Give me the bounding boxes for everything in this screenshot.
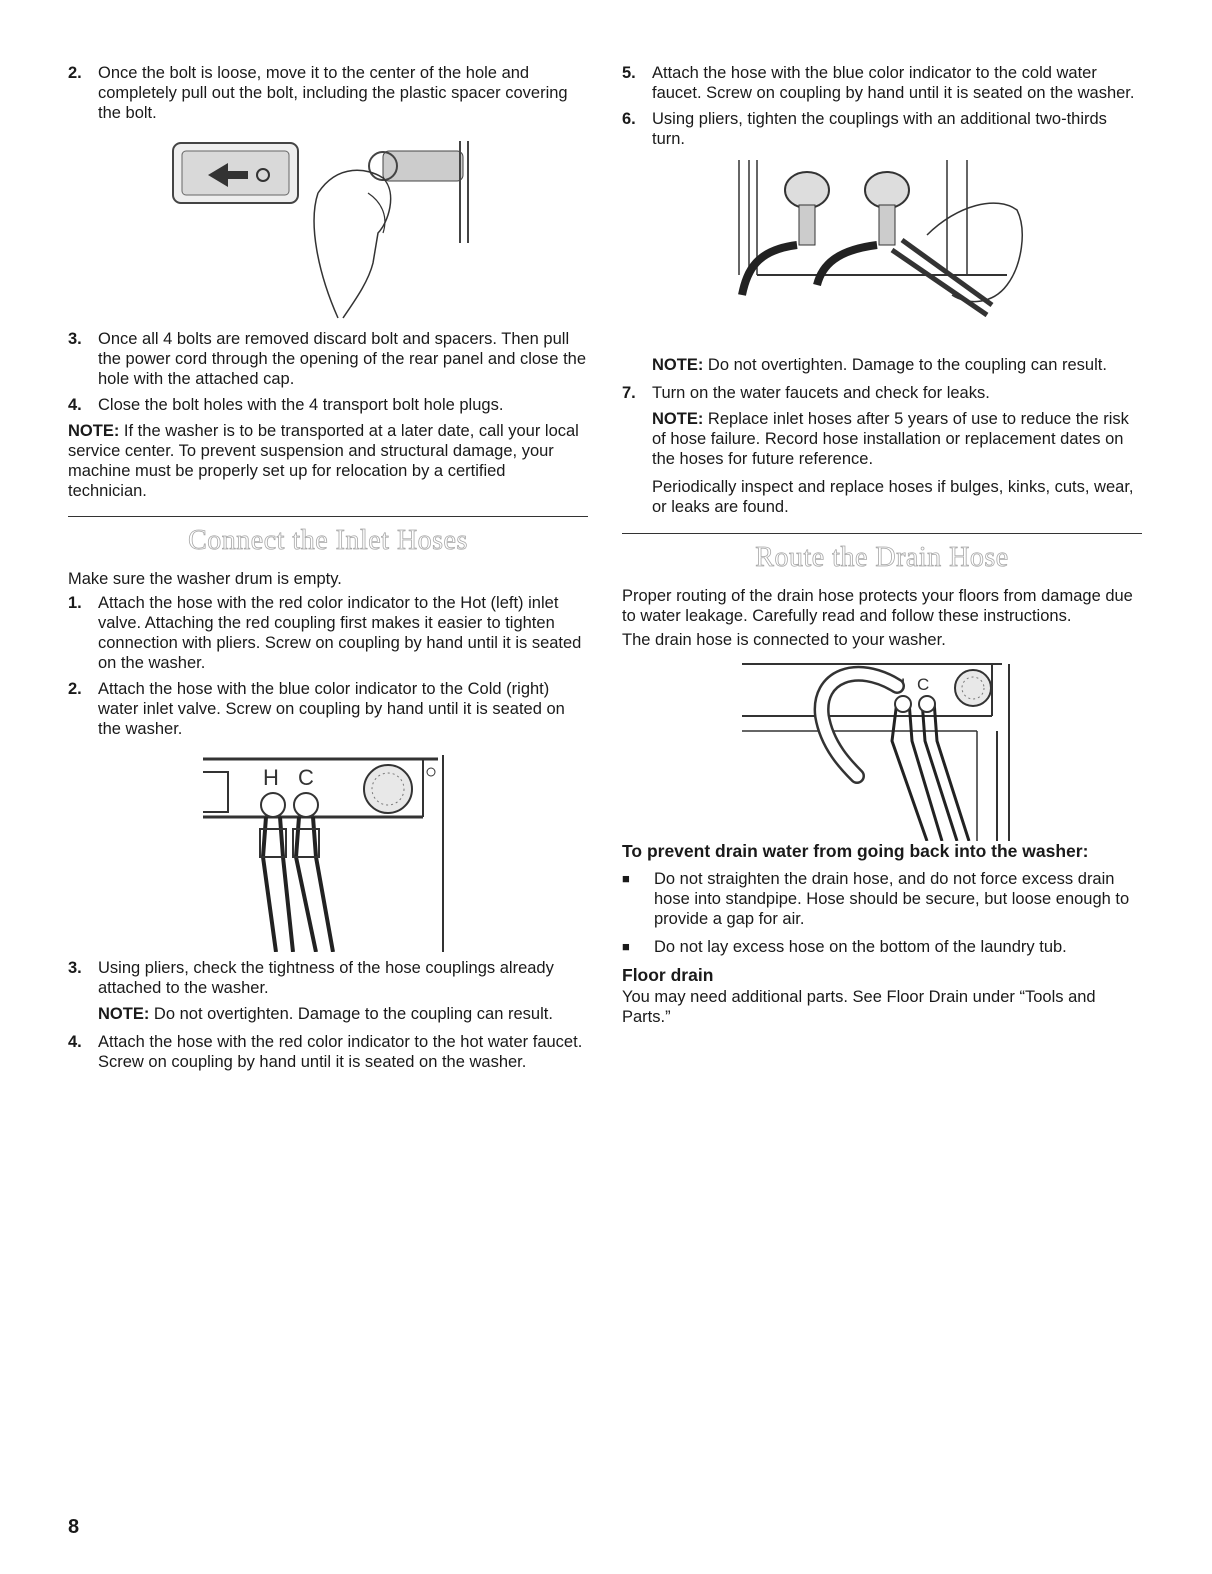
step-text: Close the bolt holes with the 4 transport bolt hole plugs. [98,396,504,414]
bullet-icon: ■ [622,939,630,954]
step-number: 3. [68,330,82,348]
drain-intro: Proper routing of the drain hose protects your floors from damage due to water leakage. Carefully read and follow these instructions. [622,587,1133,625]
note-overtighten [98,1004,588,1024]
note-label: NOTE: [68,422,120,440]
step-number: 7. [622,384,636,402]
step-2-attach-blue-hose [68,679,588,739]
step-text: Attach the hose with the red color indicator to the hot water faucet. Screw on coupling by hand until it is seated on the washer. [98,1033,583,1071]
right-column [622,0,1142,1031]
note-text: Do not overtighten. Damage to the coupling can result. [149,1005,553,1023]
section-divider [68,516,588,517]
drain-hose-illustration [737,656,1027,841]
step-text: Once all 4 bolts are removed discard bolt and spacers. Then pull the power cord through the opening of the rear panel and close the hole with the attached cap. [98,330,587,388]
note-text: If the washer is to be transported at a later date, call your local service center. To prevent suspension and structural damage, your machine must be properly set up for relocation by a certified technician. [68,422,579,500]
bullet-text: Do not lay excess hose on the bottom of the laundry tub. [654,938,1067,956]
step-number: 4. [68,1033,82,1051]
step-number: 4. [68,396,82,414]
prevent-backflow-heading: To prevent drain water from going back into the washer: [622,841,1089,861]
page-number: 8 [68,1516,80,1538]
step-4-attach-hot-faucet [68,1032,588,1072]
step-3-discard-bolts [68,329,588,389]
cold-label: C [298,765,314,790]
inlet-valves-illustration [198,747,458,952]
note-overtighten-faucet [652,355,1142,375]
step-number: 1. [68,594,82,612]
step-number: 2. [68,680,82,698]
note-replace-hoses [652,409,1142,469]
faucet-pliers-illustration [727,155,1037,345]
section-divider [622,533,1142,534]
bolt-removal-illustration [168,133,488,323]
note-transport [68,421,588,501]
bullet-icon: ■ [622,871,630,886]
inlet-intro: Make sure the washer drum is empty. [68,570,342,588]
note-text: Do not overtighten. Damage to the coupling can result. [703,356,1107,374]
step-number: 2. [68,64,82,82]
note-text: Replace inlet hoses after 5 years of use to reduce the risk of hose failure. Record hose installation or replacement dates on the hoses for future reference. [652,410,1129,468]
step-text: Using pliers, tighten the couplings with an additional two-thirds turn. [652,110,1107,148]
left-column [68,0,588,1078]
drain-connected: The drain hose is connected to your washer. [622,631,946,649]
step-7-check-leaks [622,383,1142,403]
periodic-inspection: Periodically inspect and replace hoses if bulges, kinks, cuts, wear, or leaks are found. [652,478,1134,516]
step-number: 3. [68,959,82,977]
bullet-text: Do not straighten the drain hose, and do not force excess drain hose into standpipe. Hose should be secure, but loose enough to provide a gap for air. [654,870,1130,928]
step-4-close-holes [68,395,588,415]
step-text: Attach the hose with the blue color indicator to the cold water faucet. Screw on coupling by hand until it is seated on the washer. [652,64,1135,102]
step-text: Turn on the water faucets and check for leaks. [652,384,990,402]
step-2-remove-bolt [68,63,588,123]
section-title-drain-hose: Route the Drain Hose [755,542,1009,573]
step-3-check-tightness [68,958,588,998]
list-item [622,937,1142,957]
step-text: Attach the hose with the red color indicator to the Hot (left) inlet valve. Attaching the red coupling first makes it easier to tighten connection with pliers. Screw on coupling by hand until it is seated on the washer. [98,594,582,672]
floor-drain-text: You may need additional parts. See Floor Drain under “Tools and Parts.” [622,988,1096,1026]
note-label: NOTE: [652,356,704,374]
floor-drain-heading: Floor drain [622,965,714,985]
cold-label: C [917,675,930,694]
step-5-attach-cold-faucet [622,63,1142,103]
note-label: NOTE: [652,410,704,428]
hot-label: H [263,765,279,790]
list-item [622,869,1142,929]
step-number: 6. [622,110,636,128]
step-6-tighten-couplings [622,109,1142,149]
note-label: NOTE: [98,1005,150,1023]
step-text: Attach the hose with the blue color indicator to the Cold (right) water inlet valve. Screw on coupling by hand until it is seated on the washer. [98,680,565,738]
step-text: Using pliers, check the tightness of the hose couplings already attached to the washer. [98,959,554,997]
step-text: Once the bolt is loose, move it to the center of the hole and completely pull out the bolt, including the plastic spacer covering the bolt. [98,64,568,122]
hot-label: H [893,675,906,694]
step-1-attach-red-hose [68,593,588,673]
section-title-inlet-hoses: Connect the Inlet Hoses [188,525,468,556]
step-number: 5. [622,64,636,82]
